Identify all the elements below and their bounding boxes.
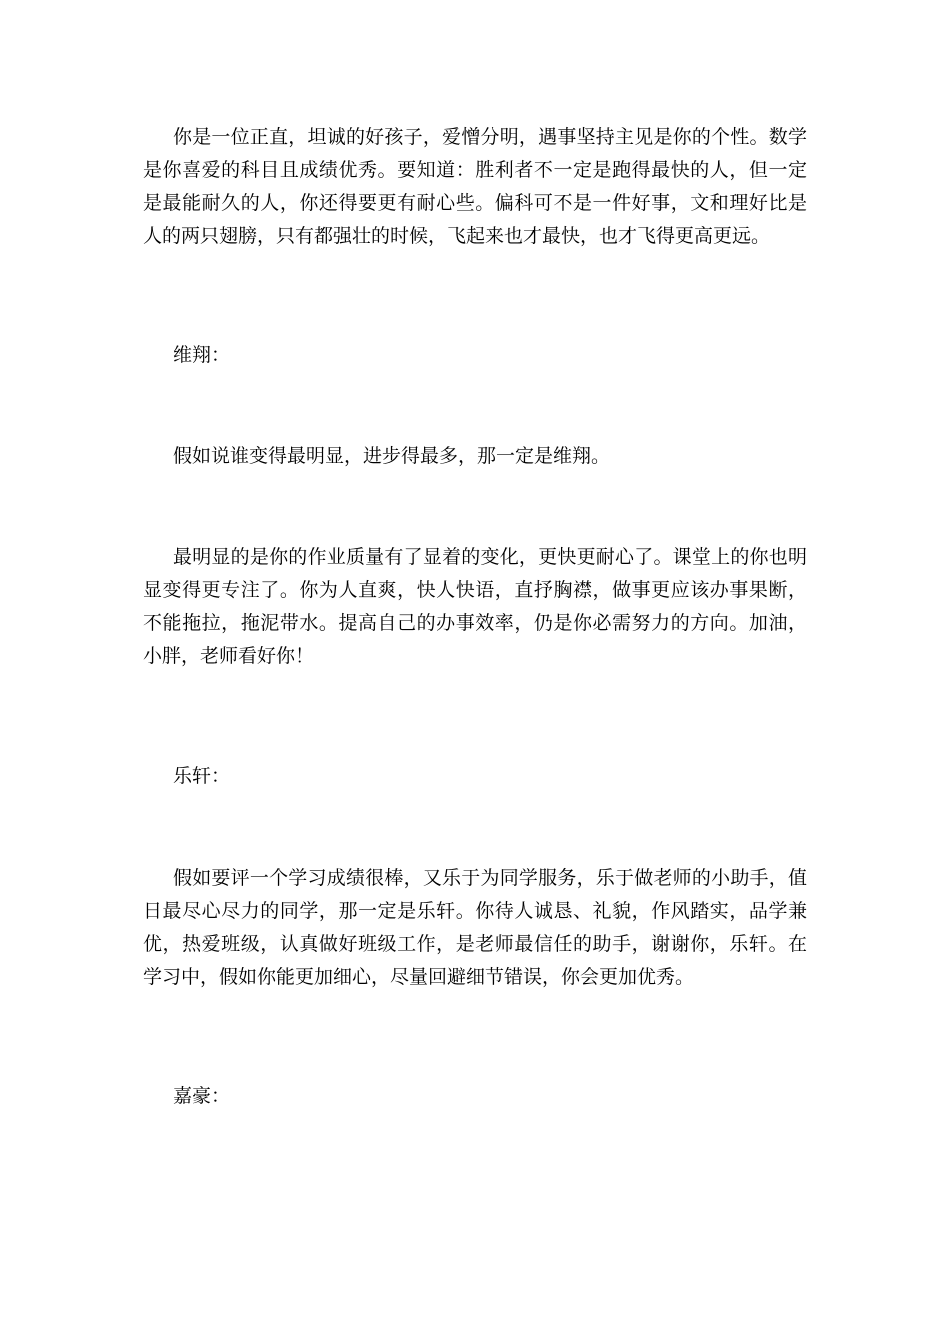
comment-paragraph: 最明显的是你的作业质量有了显着的变化，更快更耐心了。课堂上的你也明显变得更专注了。你为人直爽，快人快语，直抒胸襟，做事更应该办事果断，不能拖拉，拖泥带水。提高自己的办事效率，仍是你必需努力的方向。加油，小胖，老师看好你！ bbox=[143, 546, 807, 667]
comment-paragraph: 假如说谁变得最明显，进步得最多，那一定是维翔。 bbox=[173, 445, 611, 467]
comment-paragraph: 假如要评一个学习成绩很棒，又乐于为同学服务，乐于做老师的小助手，值日最尽心尽力的同学，那一定是乐轩。你待人诚恳、礼貌，作风踏实，品学兼优，热爱班级，认真做好班级工作，是老师最信任的助手，谢谢你，乐轩。在学习中，假如你能更加细心，尽量回避细节错误，你会更加优秀。 bbox=[143, 867, 807, 988]
student-name-heading: 维翔： bbox=[173, 344, 231, 366]
student-name-heading: 嘉豪： bbox=[173, 1085, 231, 1107]
comment-paragraph: 你是一位正直，坦诚的好孩子，爱憎分明，遇事坚持主见是你的个性。数学是你喜爱的科目且成绩优秀。要知道：胜利者不一定是跑得最快的人，但一定是最能耐久的人，你还得要更有耐心些。偏科可不是一件好事，文和理好比是人的两只翅膀，只有都强壮的时候，飞起来也才最快，也才飞得更高更远。 bbox=[143, 126, 807, 247]
student-name-heading: 乐轩： bbox=[173, 765, 231, 787]
